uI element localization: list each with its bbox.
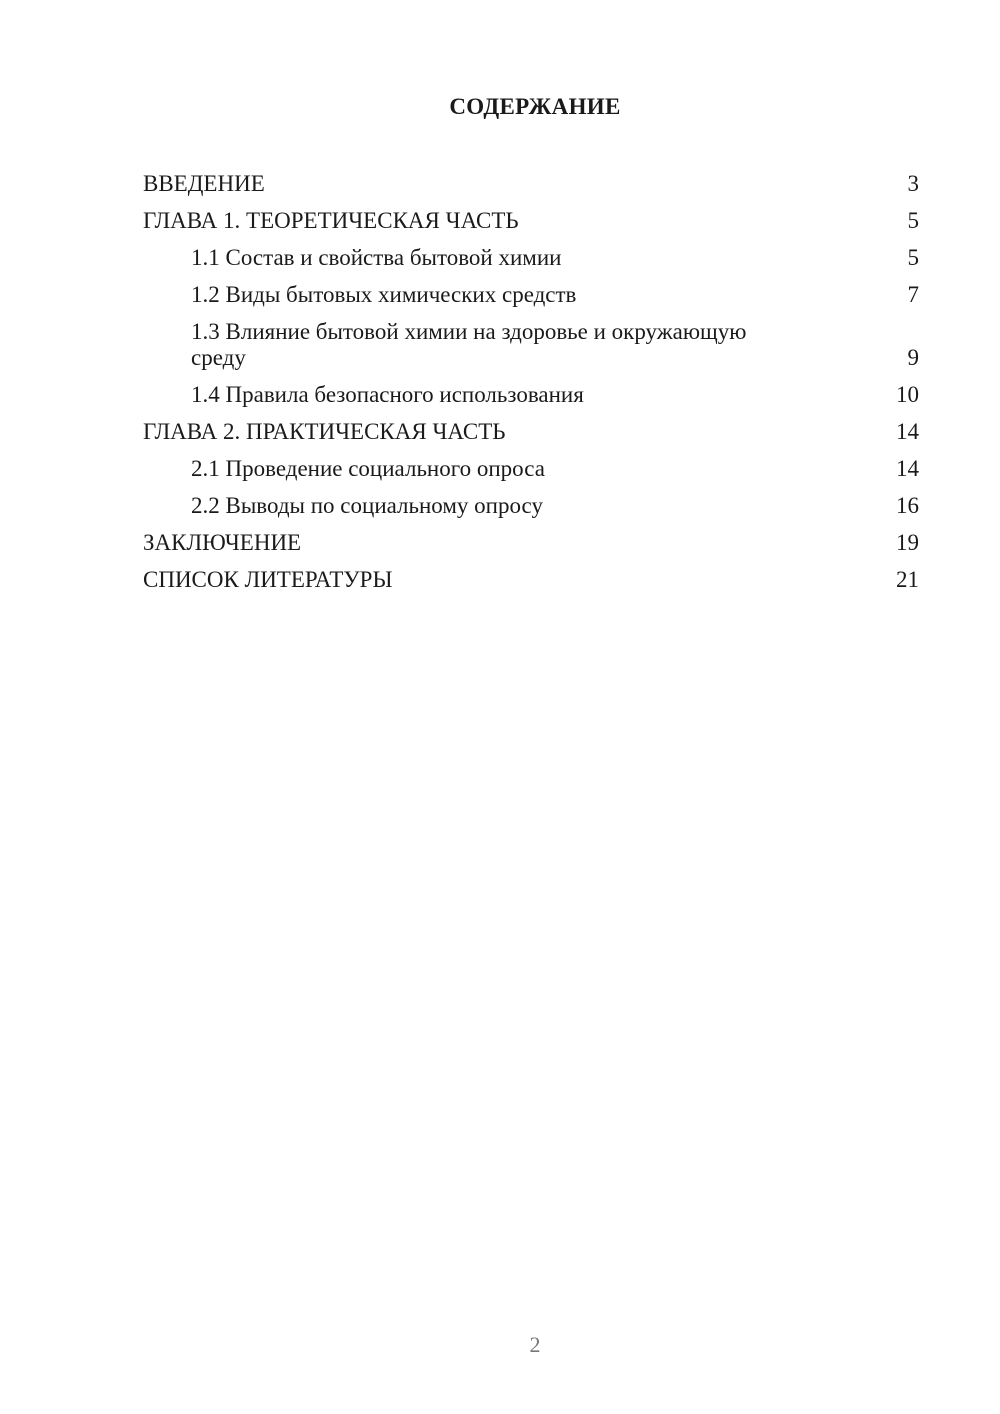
- toc-entry-page: 10: [896, 382, 919, 407]
- toc-entry-page: 9: [907, 345, 919, 370]
- toc-entry-page: 14: [896, 419, 919, 444]
- toc-entry-label: ЗАКЛЮЧЕНИЕ: [143, 530, 302, 555]
- toc-entry-label: 1.2 Виды бытовых химических средств: [191, 282, 577, 307]
- toc-entry-introduction: [143, 166, 919, 203]
- toc-entry-label: 1.4 Правила безопасного использования: [191, 382, 584, 407]
- toc-entry-page: 3: [907, 171, 919, 196]
- toc-entry-page: 7: [907, 282, 919, 307]
- toc-entry-section-2-1: [143, 451, 919, 488]
- toc-entry-chapter-1: [143, 203, 919, 240]
- toc-entry-section-1-3: [143, 314, 919, 377]
- toc-entry-page: 5: [907, 208, 919, 233]
- page-number: 2: [529, 1332, 541, 1357]
- toc-entry-page: 19: [896, 530, 919, 555]
- toc-entry-conclusion: [143, 525, 919, 562]
- toc-entry-page: 21: [896, 567, 919, 592]
- table-of-contents: [143, 166, 919, 599]
- toc-entry-label: 1.1 Состав и свойства бытовой химии: [191, 245, 562, 270]
- toc-entry-label: 2.2 Выводы по социальному опросу: [191, 493, 543, 518]
- toc-entry-page: 14: [896, 456, 919, 481]
- toc-entry-section-1-4: [143, 377, 919, 414]
- toc-entry-section-1-1: [143, 240, 919, 277]
- toc-entry-label: ВВЕДЕНИЕ: [143, 171, 265, 196]
- toc-entry-page: 16: [896, 493, 919, 518]
- toc-entry-label: ГЛАВА 2. ПРАКТИЧЕСКАЯ ЧАСТЬ: [143, 419, 506, 444]
- toc-entry-label: ГЛАВА 1. ТЕОРЕТИЧЕСКАЯ ЧАСТЬ: [143, 208, 519, 233]
- page-title: СОДЕРЖАНИЕ: [449, 94, 621, 119]
- toc-entry-chapter-2: [143, 414, 919, 451]
- toc-entry-section-1-2: [143, 277, 919, 314]
- toc-entry-label: 2.1 Проведение социального опроса: [191, 456, 545, 481]
- toc-entry-references: [143, 562, 919, 599]
- toc-entry-label: 1.3 Влияние бытовой химии на здоровье и окружающую среду: [191, 319, 747, 370]
- toc-entry-label: СПИСОК ЛИТЕРАТУРЫ: [143, 567, 393, 592]
- toc-entry-section-2-2: [143, 488, 919, 525]
- toc-entry-page: 5: [907, 245, 919, 270]
